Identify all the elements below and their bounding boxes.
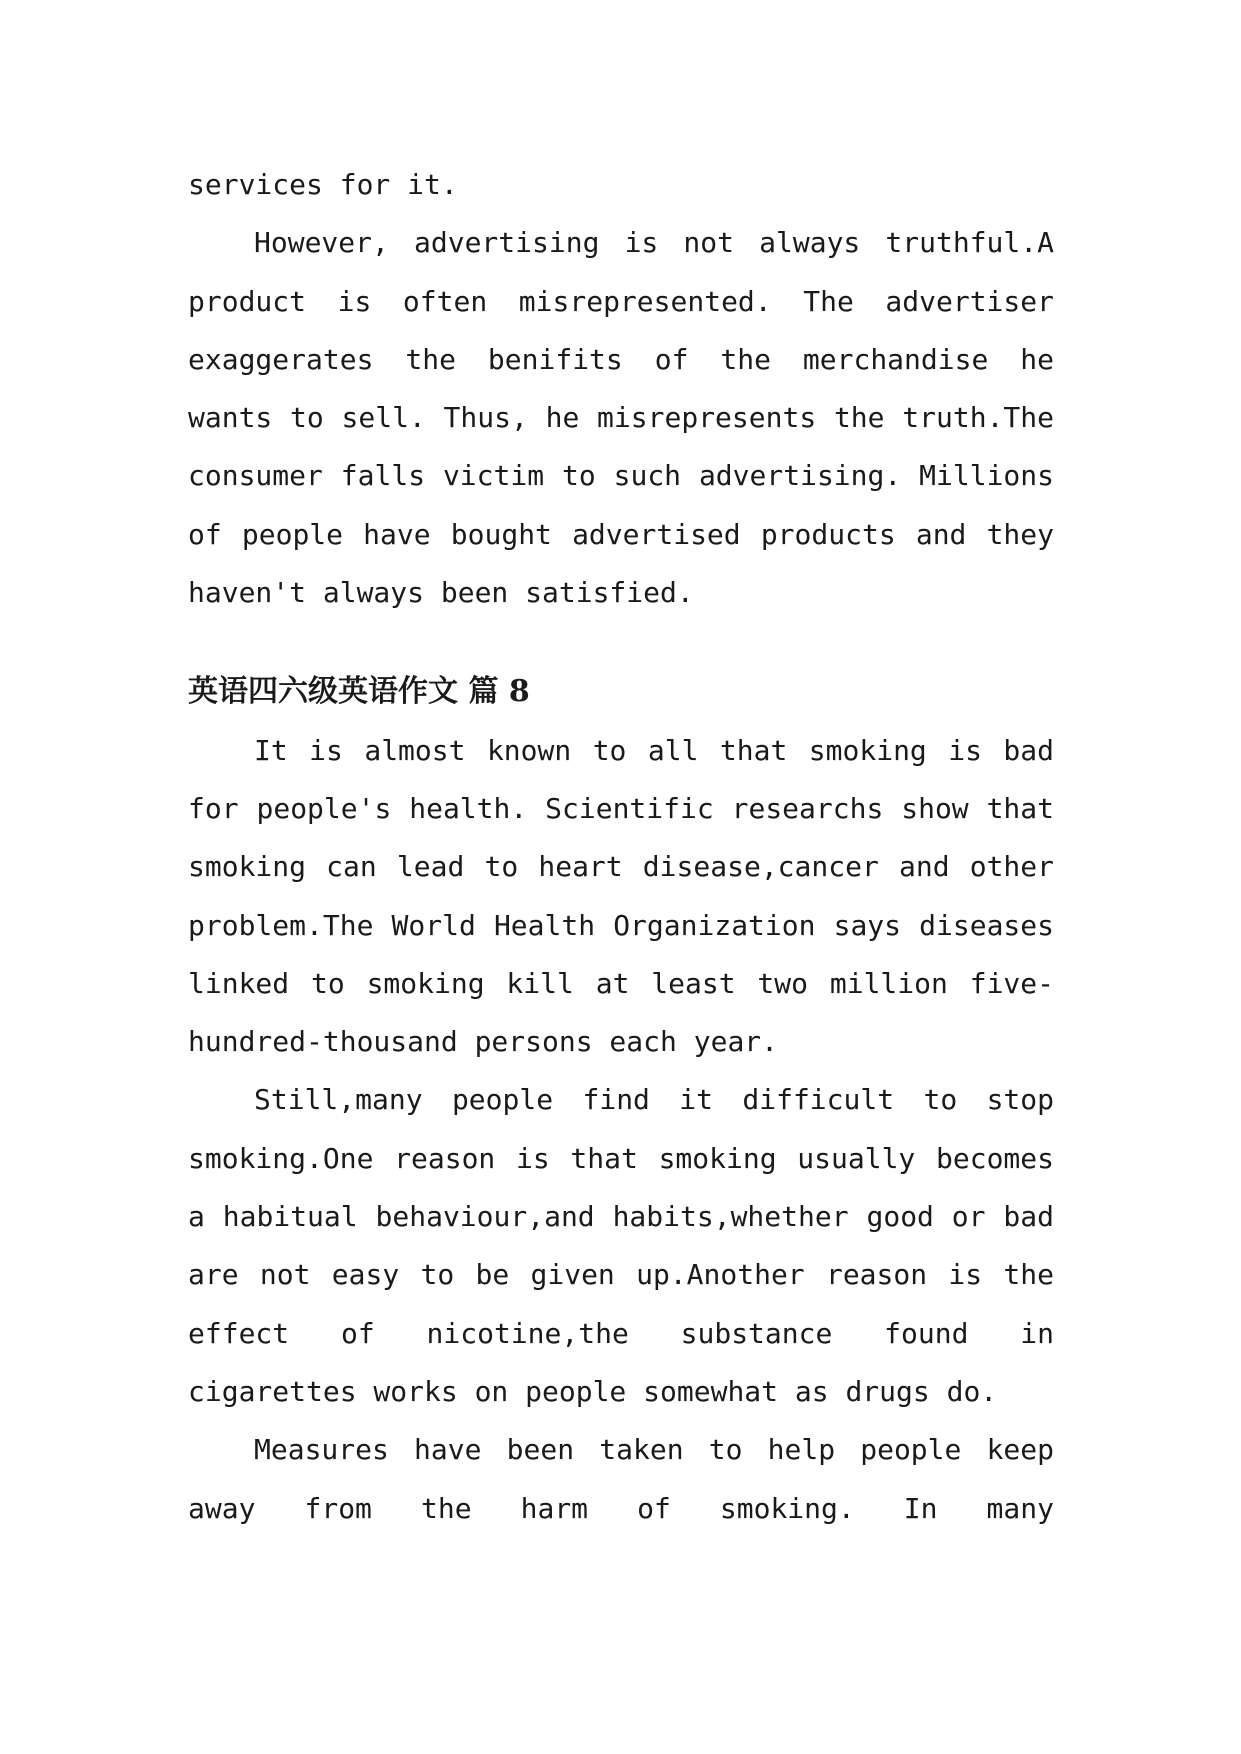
paragraph-advertising: However, advertising is not always truthful.A product is often misrepresented. The advertiser exaggerates the benifits of the merchandise he wants to sell. Thus, he misrepresents the truth.The consumer falls victim to such advertising. Millions of people have bought advertised products and they haven't always been satisfied.	[188, 226, 1054, 610]
paragraph-smoking-1: It is almost known to all that smoking is bad for people's health. Scientific researchs show that smoking can lead to heart disease,cancer and other problem.The World Health Organization says diseases linked to smoking kill at least two million five-hundred-thousand persons each year.	[188, 733, 1054, 1059]
paragraph-smoking-3: Measures have been taken to help people keep away from the harm of smoking. In many	[188, 1433, 1054, 1525]
continuation-text: services for it.	[188, 168, 458, 201]
document-body	[188, 156, 1054, 1538]
paragraph-smoking-2: Still,many people find it difficult to stop smoking.One reason is that smoking usually becomes a habitual behaviour,and habits,whether good or bad are not easy to be given up.Another reason is the effect of nicotine,the substance found in cigarettes works on people somewhat as drugs do.	[188, 1083, 1054, 1408]
section-heading: 英语四六级英语作文 篇 8	[188, 674, 530, 710]
